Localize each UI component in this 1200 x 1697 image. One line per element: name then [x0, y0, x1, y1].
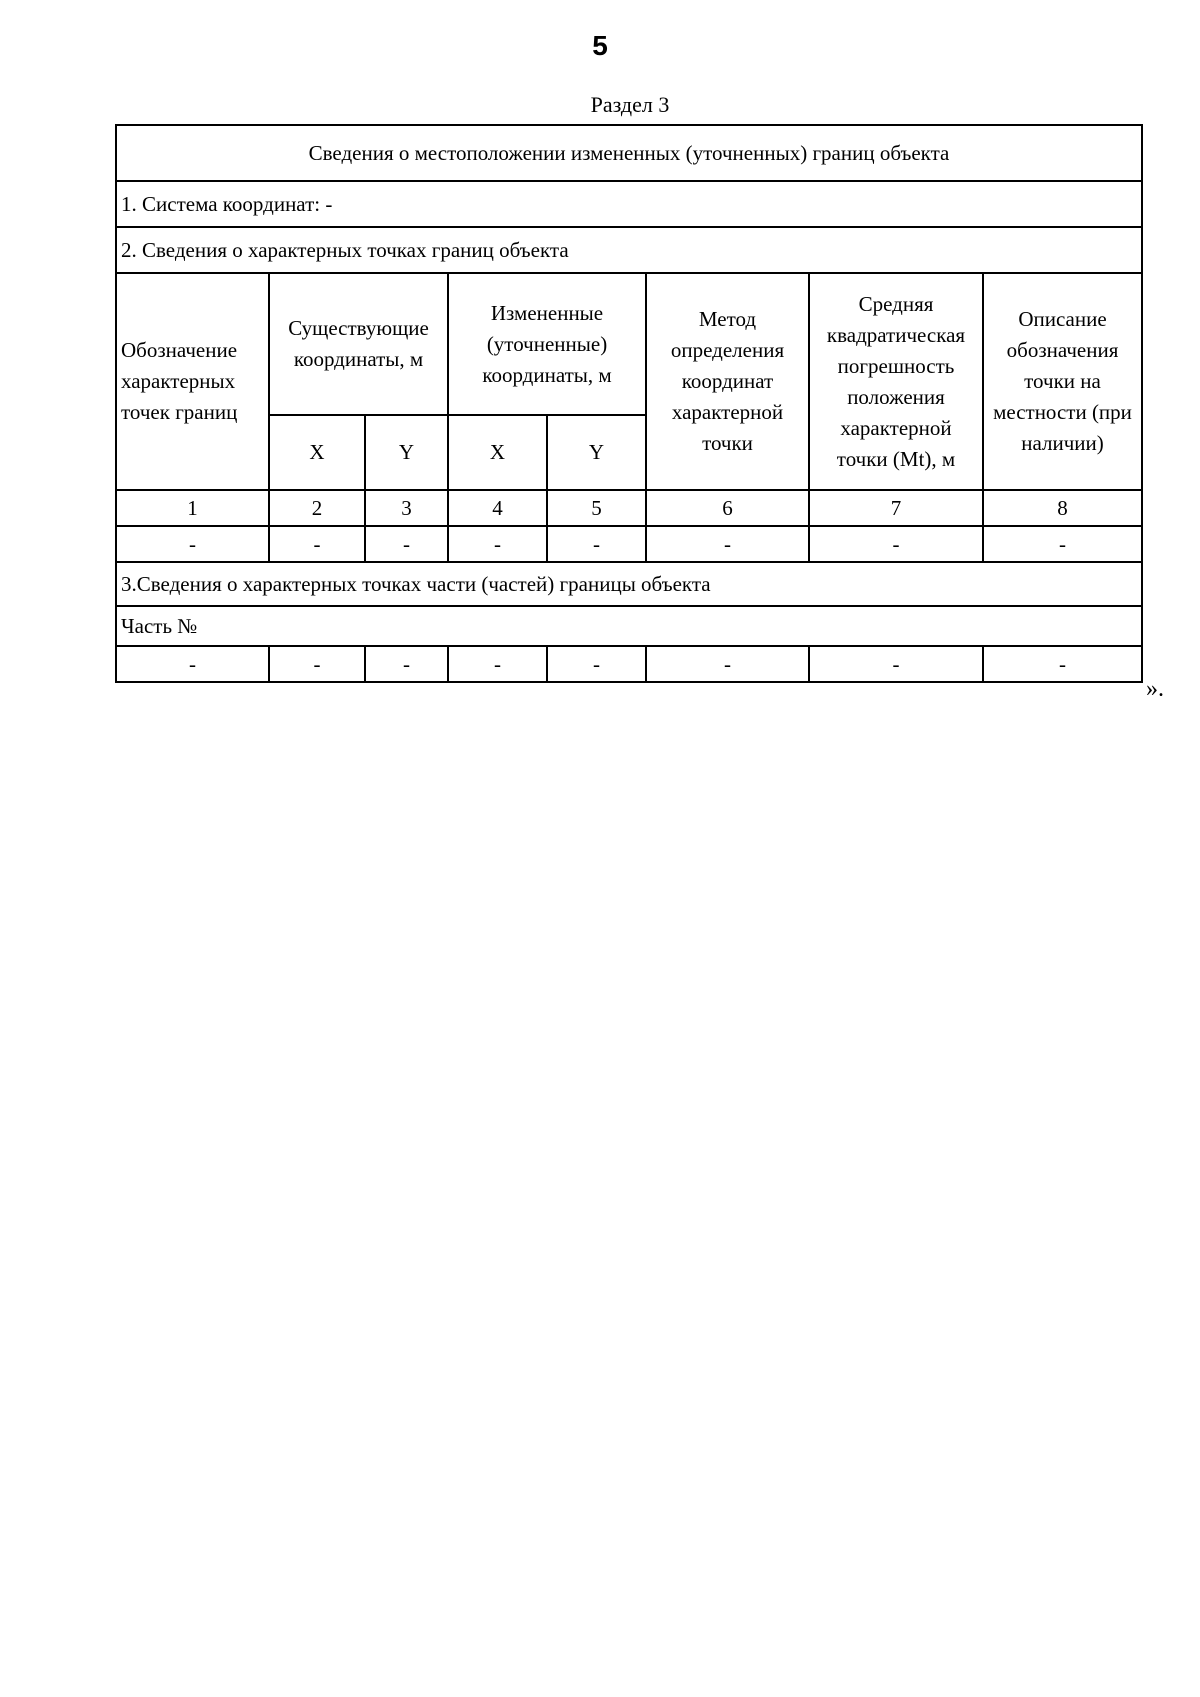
header-existing-coords: Существующие координаты, м	[269, 273, 448, 415]
column-number: 3	[365, 490, 448, 526]
header-changed-x: X	[448, 415, 547, 490]
header-changed-coords: Измененные (уточненные) координаты, м	[448, 273, 646, 415]
table-cell: -	[547, 526, 646, 562]
table-cell: -	[448, 646, 547, 682]
header-changed-y: Y	[547, 415, 646, 490]
column-number: 7	[809, 490, 983, 526]
table-cell: -	[646, 646, 809, 682]
column-number: 6	[646, 490, 809, 526]
column-number: 4	[448, 490, 547, 526]
table-cell: -	[809, 646, 983, 682]
table-cell: -	[547, 646, 646, 682]
column-number: 1	[116, 490, 269, 526]
table-row	[116, 526, 1142, 562]
header-designation: Обозначение характерных точек границ	[116, 273, 269, 490]
parts-heading: 3.Сведения о характерных точках части (частей) границы объекта	[116, 562, 1142, 606]
table-cell: -	[365, 526, 448, 562]
part-number-label: Часть №	[116, 606, 1142, 646]
table-cell: -	[365, 646, 448, 682]
boundary-points-table	[115, 124, 1143, 683]
table-cell: -	[646, 526, 809, 562]
page-number: 5	[592, 30, 608, 61]
coordinate-system-line: 1. Система координат: -	[116, 181, 1142, 227]
table-cell: -	[116, 526, 269, 562]
header-error: Средняя квадратическая погрешность положения характерной точки (Mt), м	[809, 273, 983, 490]
column-number: 2	[269, 490, 365, 526]
column-number: 8	[983, 490, 1142, 526]
section-title: Раздел 3	[590, 92, 670, 117]
table-title: Сведения о местоположении измененных (уточненных) границ объекта	[116, 125, 1142, 181]
table-cell: -	[983, 646, 1142, 682]
table-row	[116, 646, 1142, 682]
header-method: Метод определения координат характерной точки	[646, 273, 809, 490]
table-cell: -	[116, 646, 269, 682]
table-cell: -	[269, 646, 365, 682]
points-heading: 2. Сведения о характерных точках границ объекта	[116, 227, 1142, 273]
table-cell: -	[809, 526, 983, 562]
table-cell: -	[983, 526, 1142, 562]
header-existing-x: X	[269, 415, 365, 490]
column-number: 5	[547, 490, 646, 526]
header-existing-y: Y	[365, 415, 448, 490]
closing-quote-mark: ».	[1146, 676, 1164, 702]
header-description: Описание обозначения точки на местности (при наличии)	[983, 273, 1142, 490]
table-cell: -	[448, 526, 547, 562]
table-cell: -	[269, 526, 365, 562]
column-number-row	[116, 490, 1142, 526]
